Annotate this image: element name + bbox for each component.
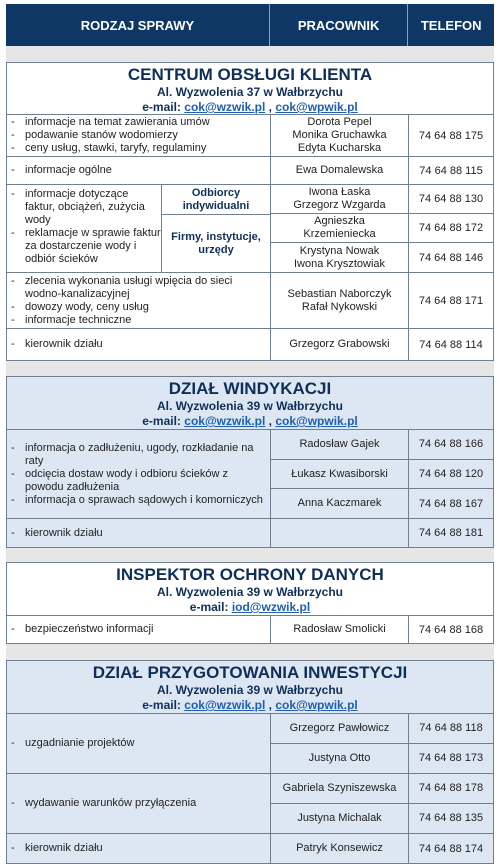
section-inwestycje xyxy=(6,660,494,864)
section-cok xyxy=(6,62,494,361)
table-row xyxy=(7,519,493,547)
table-row xyxy=(271,460,493,490)
table-row xyxy=(7,157,493,185)
cok-email-line xyxy=(7,100,493,115)
table-row xyxy=(7,430,493,519)
list-item: - informacje dotyczące faktur, obciążeń, zużycia wody xyxy=(11,188,161,227)
cok-email-link-1[interactable]: cok@wzwik.pl xyxy=(184,100,266,114)
iod-topic xyxy=(7,616,271,643)
cok-g3-subcategories xyxy=(161,185,270,272)
inwestycje-manager-topic xyxy=(7,834,271,863)
windykacja-email-link-1[interactable]: cok@wzwik.pl xyxy=(184,414,266,428)
cok-g5-topics xyxy=(7,329,271,360)
list-item: - reklamacje w sprawie faktur za dostarczenie wody i odbiór ścieków xyxy=(11,227,161,266)
employee-name: Dorota Pepel xyxy=(307,116,372,128)
list-item: - informacje techniczne xyxy=(11,314,268,327)
phone-number: 74 64 88 167 xyxy=(418,497,484,510)
inwestycje-email-link-2[interactable]: cok@wpwik.pl xyxy=(275,698,358,712)
phone-number: 74 64 88 171 xyxy=(418,294,484,307)
table-row xyxy=(7,115,493,157)
table-row xyxy=(271,430,493,460)
phone-number: 74 64 88 115 xyxy=(419,164,483,177)
cok-g3-list xyxy=(11,185,161,272)
phone-number: 74 64 88 120 xyxy=(418,468,484,480)
list-item: - kierownik działu xyxy=(11,842,103,855)
phone-number: 74 64 88 181 xyxy=(418,527,484,539)
list-item: - informacje ogólne xyxy=(11,164,112,177)
iod-email-link[interactable]: iod@wzwik.pl xyxy=(231,600,311,614)
cok-title: CENTRUM OBSŁUGI KLIENTA xyxy=(127,65,373,84)
phone-number: 74 64 88 174 xyxy=(418,842,484,855)
cok-address: Al. Wyzwolenia 37 w Wałbrzychu xyxy=(156,85,344,99)
section-iod xyxy=(6,562,494,644)
windykacja-email-line xyxy=(7,414,493,429)
phone-number: 74 64 88 130 xyxy=(418,192,484,205)
list-item: - dowozy wody, ceny usług xyxy=(11,301,268,314)
email-prefix: e-mail: xyxy=(142,414,185,428)
employee-name: Gabriela Szyniszewska xyxy=(271,774,409,803)
phone-number: 74 64 88 135 xyxy=(418,812,484,825)
phone-number: 74 64 88 178 xyxy=(418,782,484,795)
list-item: - informacja o sprawach sądowych i komorniczych xyxy=(11,494,268,507)
inwestycje-address: Al. Wyzwolenia 39 w Wałbrzychu xyxy=(156,683,344,697)
table-row xyxy=(271,489,493,518)
table-row xyxy=(271,714,493,744)
table-row xyxy=(7,714,493,774)
employee-name: Radosław Gajek xyxy=(271,430,409,459)
employee-name: Agnieszka Krzemieniecka xyxy=(271,214,409,243)
employee-name: Radosław Smolicki xyxy=(271,616,409,643)
inwestycje-g2-topic xyxy=(7,774,271,833)
phone-number: 74 64 88 146 xyxy=(418,251,484,264)
table-row xyxy=(271,185,493,214)
email-separator: , xyxy=(265,100,276,114)
table-row xyxy=(271,744,493,773)
windykacja-manager-topic xyxy=(7,519,271,547)
windykacja-contacts xyxy=(271,430,493,518)
table-row xyxy=(271,774,493,804)
table-row xyxy=(7,329,493,360)
table-row xyxy=(7,185,493,273)
table-row xyxy=(7,834,493,863)
divider-band xyxy=(6,46,494,62)
windykacja-title: DZIAŁ WINDYKACJI xyxy=(168,379,332,398)
windykacja-heading xyxy=(7,377,493,430)
table-row xyxy=(271,804,493,833)
employee-name: Iwona Łaska Grzegorz Wzgarda xyxy=(271,185,409,213)
email-separator: , xyxy=(265,698,276,712)
list-item: - kierownik działu xyxy=(11,527,103,540)
email-prefix: e-mail: xyxy=(189,600,232,614)
phone-number: 74 64 88 166 xyxy=(418,438,484,451)
divider-band xyxy=(6,644,494,660)
employee-name: Krystyna Nowak Iwona Krysztowiak xyxy=(271,243,409,272)
table-row xyxy=(7,616,493,643)
inwestycje-email-link-1[interactable]: cok@wzwik.pl xyxy=(184,698,266,712)
table-row xyxy=(271,214,493,244)
cok-g2-topics xyxy=(7,157,271,184)
list-item: - zlecenia wykonania usługi wpięcia do sieci wodno-kanalizacyjnej xyxy=(11,275,268,301)
phone-number: 74 64 88 172 xyxy=(418,222,484,234)
employee-name-empty xyxy=(271,519,409,547)
inwestycje-g2-contacts xyxy=(271,774,493,833)
header-rodzaj-sprawy: RODZAJ SPRAWY xyxy=(6,4,270,46)
list-item: - informacja o zadłużeniu, ugody, rozkładanie na raty xyxy=(11,442,268,468)
employee-name: Sebastian Naborczyk Rafał Nykowski xyxy=(271,273,409,328)
windykacja-address: Al. Wyzwolenia 39 w Wałbrzychu xyxy=(156,399,344,413)
cok-g3-topics xyxy=(7,185,271,272)
inwestycje-heading xyxy=(7,661,493,714)
inwestycje-g1-topic xyxy=(7,714,271,773)
employee-name: Ewa Domalewska xyxy=(271,157,409,184)
employee-name: Monika Gruchawka xyxy=(292,129,387,141)
list-item: - wydawanie warunków przyłączenia xyxy=(11,797,196,810)
cok-email-link-2[interactable]: cok@wpwik.pl xyxy=(275,100,358,114)
table-header xyxy=(6,4,494,46)
cok-g4-topics xyxy=(7,273,271,328)
table-row xyxy=(7,774,493,834)
divider-band xyxy=(6,361,494,377)
list-item: - kierownik działu xyxy=(11,338,103,351)
list-item: - podawanie stanów wodomierzy xyxy=(11,129,210,142)
inwestycje-title: DZIAŁ PRZYGOTOWANIA INWESTYCJI xyxy=(92,663,408,682)
phone-number: 74 64 88 173 xyxy=(418,752,484,765)
list-item: - ceny usług, stawki, taryfy, regulaminy xyxy=(11,142,210,155)
employee-name: Grzegorz Pawłowicz xyxy=(271,714,409,743)
cok-g1-topics xyxy=(7,115,271,156)
phone-number: 74 64 88 114 xyxy=(419,338,483,351)
subcategory-individual: Odbiorcy indywidualni xyxy=(162,185,270,215)
iod-address: Al. Wyzwolenia 39 w Wałbrzychu xyxy=(156,585,344,599)
employee-name: Łukasz Kwasiborski xyxy=(271,460,409,489)
employee-name: Justyna Michalak xyxy=(271,804,409,833)
employee-name: Edyta Kucharska xyxy=(297,142,382,154)
cok-g3-contacts xyxy=(271,185,493,272)
windykacja-topics xyxy=(7,430,271,518)
iod-email-line xyxy=(7,600,493,615)
phone-number: 74 64 88 175 xyxy=(418,129,484,142)
iod-heading xyxy=(7,563,493,616)
employee-name: Justyna Otto xyxy=(271,744,409,773)
table-row xyxy=(271,243,493,272)
windykacja-email-link-2[interactable]: cok@wpwik.pl xyxy=(275,414,358,428)
employee-name: Anna Kaczmarek xyxy=(271,489,409,518)
list-item: - informacje na temat zawierania umów xyxy=(11,116,210,129)
iod-title: INSPEKTOR OCHRONY DANYCH xyxy=(116,565,384,584)
phone-number: 74 64 88 118 xyxy=(419,722,483,735)
subcategory-companies: Firmy, instytucje, urzędy xyxy=(171,230,261,256)
employee-name: Grzegorz Grabowski xyxy=(271,329,409,360)
list-item: - bezpieczeństwo informacji xyxy=(11,623,153,636)
header-telefon: TELEFON xyxy=(420,17,482,33)
list-item: - uzgadnianie projektów xyxy=(11,737,134,750)
inwestycje-g1-contacts xyxy=(271,714,493,773)
table-row xyxy=(7,273,493,329)
employee-name: Patryk Konsewicz xyxy=(271,834,409,863)
inwestycje-email-line xyxy=(7,698,493,713)
section-windykacja xyxy=(6,376,494,548)
header-pracownik: PRACOWNIK xyxy=(270,4,408,46)
cok-heading xyxy=(7,63,493,115)
email-prefix: e-mail: xyxy=(142,100,185,114)
list-item: - odcięcia dostaw wody i odbioru ścieków z powodu zadłużenia xyxy=(11,468,268,494)
cok-g1-employees xyxy=(271,115,409,156)
email-separator: , xyxy=(265,414,276,428)
phone-number: 74 64 88 168 xyxy=(418,623,484,636)
email-prefix: e-mail: xyxy=(142,698,185,712)
